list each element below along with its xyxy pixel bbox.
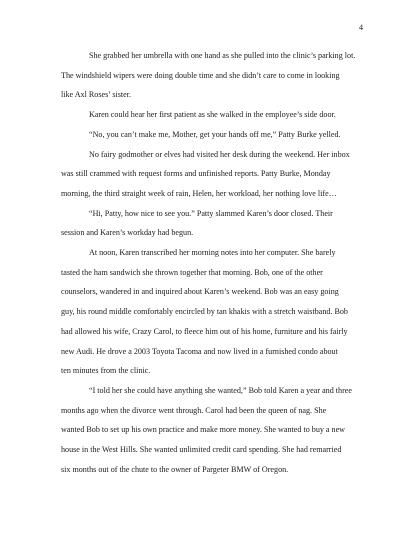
body-text bbox=[61, 46, 363, 479]
text-line: tasted the ham sandwich she thrown together that morning. Bob, one of the other bbox=[61, 267, 323, 277]
paragraph-inbox bbox=[61, 145, 363, 204]
text-line: wanted Bob to set up his own practice and make more money. She wanted to buy a new bbox=[61, 425, 346, 435]
paragraph-arrival bbox=[61, 46, 363, 105]
text-line: She grabbed her umbrella with one hand as she pulled into the clinic’s parking lot. bbox=[89, 51, 356, 60]
text-line: like Axl Roses’ sister. bbox=[61, 90, 131, 100]
text-line: six months out of the chute to the owner of Pargeter BMW of Oregon. bbox=[61, 464, 289, 474]
text-line: counselors, wandered in and inquired about Karen’s weekend. Bob was an easy going bbox=[61, 287, 339, 297]
paragraph-session-begins bbox=[61, 204, 363, 243]
paragraph-noon-bob bbox=[61, 243, 363, 381]
text-line: The windshield wipers were doing double time and she didn’t care to come in looking bbox=[61, 70, 340, 80]
paragraph-first-patient bbox=[61, 105, 363, 125]
text-line: had allowed his wife, Crazy Carol, to fleece him out of his home, furniture and his fairly bbox=[61, 326, 348, 336]
text-line: No fairy godmother or elves had visited her desk during the weekend. Her inbox bbox=[89, 149, 350, 159]
text-line: ten minutes from the clinic. bbox=[61, 366, 151, 376]
text-line: “Hi, Patty, how nice to see you.” Patty slammed Karen’s door closed. Their bbox=[89, 208, 333, 218]
text-line: was still crammed with request forms and unfinished reports. Patty Burke, Monday bbox=[61, 169, 331, 179]
text-line: Karen could hear her first patient as she walked in the employee’s side door. bbox=[89, 110, 336, 120]
text-line: new Audi. He drove a 2003 Toyota Tacoma and now lived in a furnished condo about bbox=[61, 346, 338, 356]
text-line: “No, you can’t make me, Mother, get your hands off me,” Patty Burke yelled. bbox=[89, 129, 341, 139]
text-line: morning, the third straight week of rain, Helen, her workload, her nothing love life… bbox=[61, 188, 337, 198]
page-number: 4 bbox=[358, 23, 363, 32]
text-line: guy, his round middle comfortably encircled by tan khakis with a stretch waistband. Bob bbox=[61, 307, 348, 317]
text-line: session and Karen’s workday had begun. bbox=[61, 228, 194, 238]
text-line: At noon, Karen transcribed her morning notes into her computer. She barely bbox=[89, 248, 336, 258]
text-line: months ago when the divorce went through. Carol had been the queen of nag. She bbox=[61, 405, 327, 415]
text-line: “I told her she could have anything she wanted,” Bob told Karen a year and three bbox=[89, 385, 352, 395]
paragraph-patty-yell bbox=[61, 125, 363, 145]
text-line: house in the West Hills. She wanted unlimited credit card spending. She had remarried bbox=[61, 445, 342, 455]
paragraph-divorce bbox=[61, 381, 363, 480]
